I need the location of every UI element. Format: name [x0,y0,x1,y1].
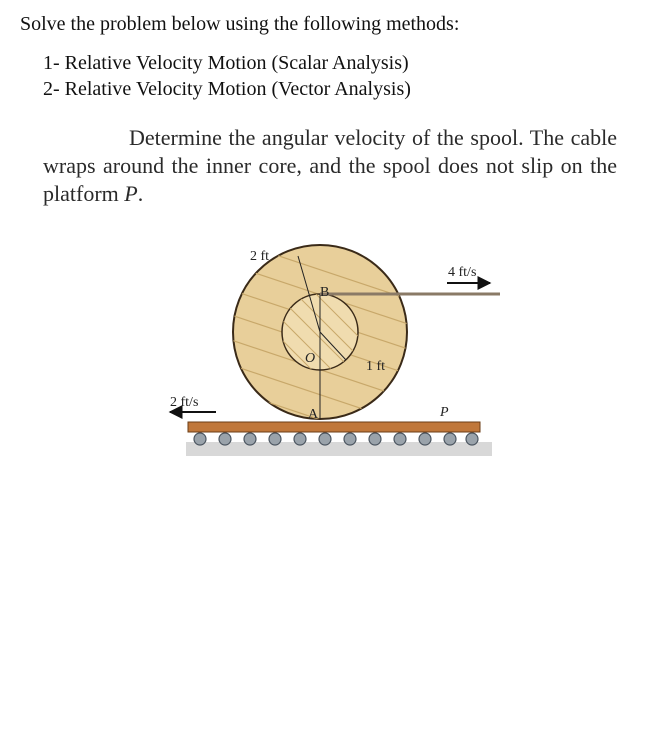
problem-text: Determine the angular velocity of the spool. The cable wraps around the inner core, and the spool does not slip on the platform [43,125,617,206]
point-b-label: B [320,285,330,300]
method-2: 2- Relative Velocity Motion (Vector Analysis) [43,78,411,100]
platform [188,422,480,432]
spool-figure [160,238,500,478]
point-a-label: A [308,407,319,422]
problem-end: . [137,181,144,206]
cable-velocity-label: 4 ft/s [448,265,477,280]
problem-statement [43,124,617,208]
instructions-intro: Solve the problem below using the following methods: [20,13,460,35]
platform-variable: P [124,181,138,206]
inner-radius-label: 1 ft [366,359,386,374]
point-o-label: O [305,351,316,366]
outer-radius-label: 2 ft [250,249,270,264]
method-1: 1- Relative Velocity Motion (Scalar Analysis) [43,52,409,74]
methods-list [43,50,411,102]
platform-label: P [440,405,449,420]
platform-velocity-label: 2 ft/s [170,395,199,410]
